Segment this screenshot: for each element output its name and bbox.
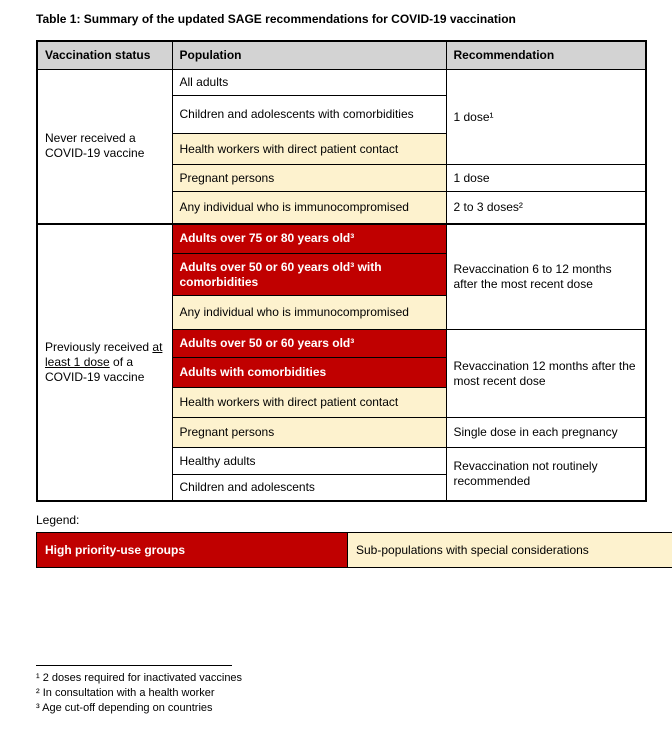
population-cell: Pregnant persons	[172, 418, 446, 448]
recommendation-cell: Revaccination 12 months after the most recent dose	[446, 330, 646, 418]
population-cell: Children and adolescents	[172, 475, 446, 501]
recommendation-cell: 1 dose¹	[446, 70, 646, 165]
footnote-divider	[36, 665, 232, 666]
header-row	[37, 41, 646, 70]
population-cell: Adults over 50 or 60 years old³	[172, 330, 446, 358]
footnote-2: ² In consultation with a health worker	[36, 686, 215, 699]
legend-table	[36, 532, 672, 568]
population-cell: All adults	[172, 70, 446, 96]
recommendation-cell: 1 dose	[446, 165, 646, 192]
footnote-1: ¹ 2 doses required for inactivated vaccines	[36, 671, 243, 684]
status-text-prefix: Previously received	[45, 339, 153, 354]
status-cell-never-received: Never received a COVID-19 vaccine	[37, 70, 172, 224]
recommendation-cell: Revaccination 6 to 12 months after the most recent dose	[446, 224, 646, 330]
population-cell: Any individual who is immunocompromised	[172, 296, 446, 330]
population-cell: Pregnant persons	[172, 165, 446, 192]
table-title: Table 1: Summary of the updated SAGE recommendations for COVID-19 vaccination	[36, 12, 516, 26]
population-cell: Adults over 75 or 80 years old³	[172, 224, 446, 254]
population-cell: Children and adolescents with comorbidities	[172, 96, 446, 134]
recommendation-cell: 2 to 3 doses²	[446, 192, 646, 224]
population-cell: Healthy adults	[172, 448, 446, 475]
population-cell: Adults over 50 or 60 years old³ with comorbidities	[172, 254, 446, 296]
sage-recommendations-table	[36, 40, 647, 502]
population-cell: Any individual who is immunocompromised	[172, 192, 446, 224]
legend-row	[37, 532, 672, 567]
status-cell-previously-received	[37, 224, 172, 501]
header-population: Population	[172, 41, 446, 70]
population-cell: Health workers with direct patient contact	[172, 388, 446, 418]
recommendation-cell: Single dose in each pregnancy	[446, 418, 646, 448]
legend-item-sub-populations: Sub-populations with special considerations	[348, 532, 672, 567]
legend-item-high-priority: High priority-use groups	[37, 532, 348, 567]
footnotes	[36, 665, 645, 716]
legend-label: Legend:	[36, 512, 80, 527]
header-recommendation: Recommendation	[446, 41, 646, 70]
population-cell: Health workers with direct patient contact	[172, 134, 446, 165]
table-row	[37, 224, 646, 254]
table-row	[37, 70, 646, 96]
status-text-underlined: at least 1 dose	[45, 339, 163, 369]
population-cell: Adults with comorbidities	[172, 358, 446, 388]
recommendation-cell: Revaccination not routinely recommended	[446, 448, 646, 501]
status-text-suffix: of a COVID-19 vaccine	[45, 354, 145, 384]
footnote-3: ³ Age cut-off depending on countries	[36, 701, 213, 714]
header-vaccination-status: Vaccination status	[37, 41, 172, 70]
